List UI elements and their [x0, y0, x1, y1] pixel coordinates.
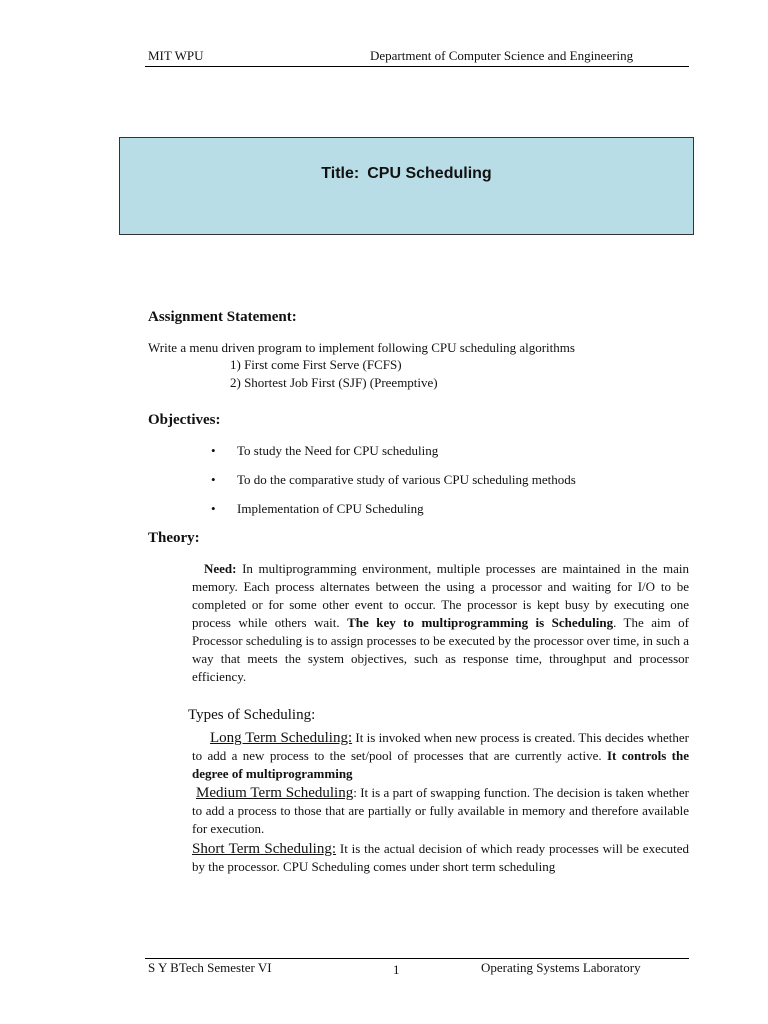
page-number: 1 [393, 962, 400, 977]
long-term-text: It is invoked when new process is created. This decides whether to add a new process to the set/pool of processes that are currently active. [192, 730, 689, 763]
medium-term-label: Medium Term Scheduling [196, 785, 354, 801]
page-title [120, 165, 693, 183]
need-bold: The key to multiprogramming is Scheduling [347, 615, 614, 630]
footer-rule [145, 958, 689, 959]
header-right: Department of Computer Science and Engineering [370, 48, 634, 63]
long-term-label: Long Term Scheduling: [210, 730, 353, 746]
header-rule [145, 66, 689, 67]
short-term-text: It is the actual decision of which ready processes will be executed by the processor. CPU Scheduling comes under short term scheduling [192, 841, 689, 874]
title-label: Title: [321, 165, 360, 182]
short-term-paragraph [192, 840, 689, 876]
bullet-icon: • [211, 443, 216, 458]
objective-text: Implementation of CPU Scheduling [237, 501, 424, 516]
assignment-heading: Assignment Statement: [148, 309, 297, 325]
objective-item [211, 443, 439, 459]
medium-term-text: : It is a part of swapping function. The decision is taken whether to add a process to those that are partially or fully available in memory and therefore available for execution. [192, 785, 689, 836]
assignment-item: 1) First come First Serve (FCFS) [230, 357, 402, 372]
need-text-1: In multiprogramming environment, multiple processes are maintained in the main memory. Each process alternates between the using a processor and waiting for I/O to be completed or for some other event to occur. The processor is kept busy by executing one process while others wait. [192, 561, 689, 630]
footer-right: Operating Systems Laboratory [481, 960, 641, 975]
objectives-heading: Objectives: [148, 412, 221, 428]
objective-item [211, 472, 576, 488]
theory-need-paragraph [192, 560, 689, 686]
need-text-2: . The aim of Processor scheduling is to assign processes to be executed by the processor over time, in such a way that meets the system objectives, such as response time, throughput and processor efficiency. [192, 615, 689, 684]
title-value: CPU Scheduling [367, 165, 492, 182]
bullet-icon: • [211, 472, 216, 487]
assignment-item: 2) Shortest Job First (SJF) (Preemptive) [230, 375, 438, 390]
long-term-bold: It controls the degree of multiprogramming [192, 748, 689, 781]
need-label: Need: [204, 561, 237, 576]
footer-left: S Y BTech Semester VI [148, 960, 272, 975]
title-box [119, 137, 694, 235]
header-left: MIT WPU [148, 48, 204, 63]
bullet-icon: • [211, 501, 216, 516]
theory-heading: Theory: [148, 530, 200, 546]
types-heading: Types of Scheduling: [188, 707, 316, 723]
objective-text: To do the comparative study of various CPU scheduling methods [237, 472, 576, 487]
short-term-label: Short Term Scheduling: [192, 841, 337, 857]
long-term-paragraph [192, 729, 689, 783]
assignment-intro: Write a menu driven program to implement following CPU scheduling algorithms [148, 340, 575, 355]
objective-item [211, 501, 424, 517]
medium-term-paragraph [192, 784, 689, 838]
objective-text: To study the Need for CPU scheduling [237, 443, 439, 458]
